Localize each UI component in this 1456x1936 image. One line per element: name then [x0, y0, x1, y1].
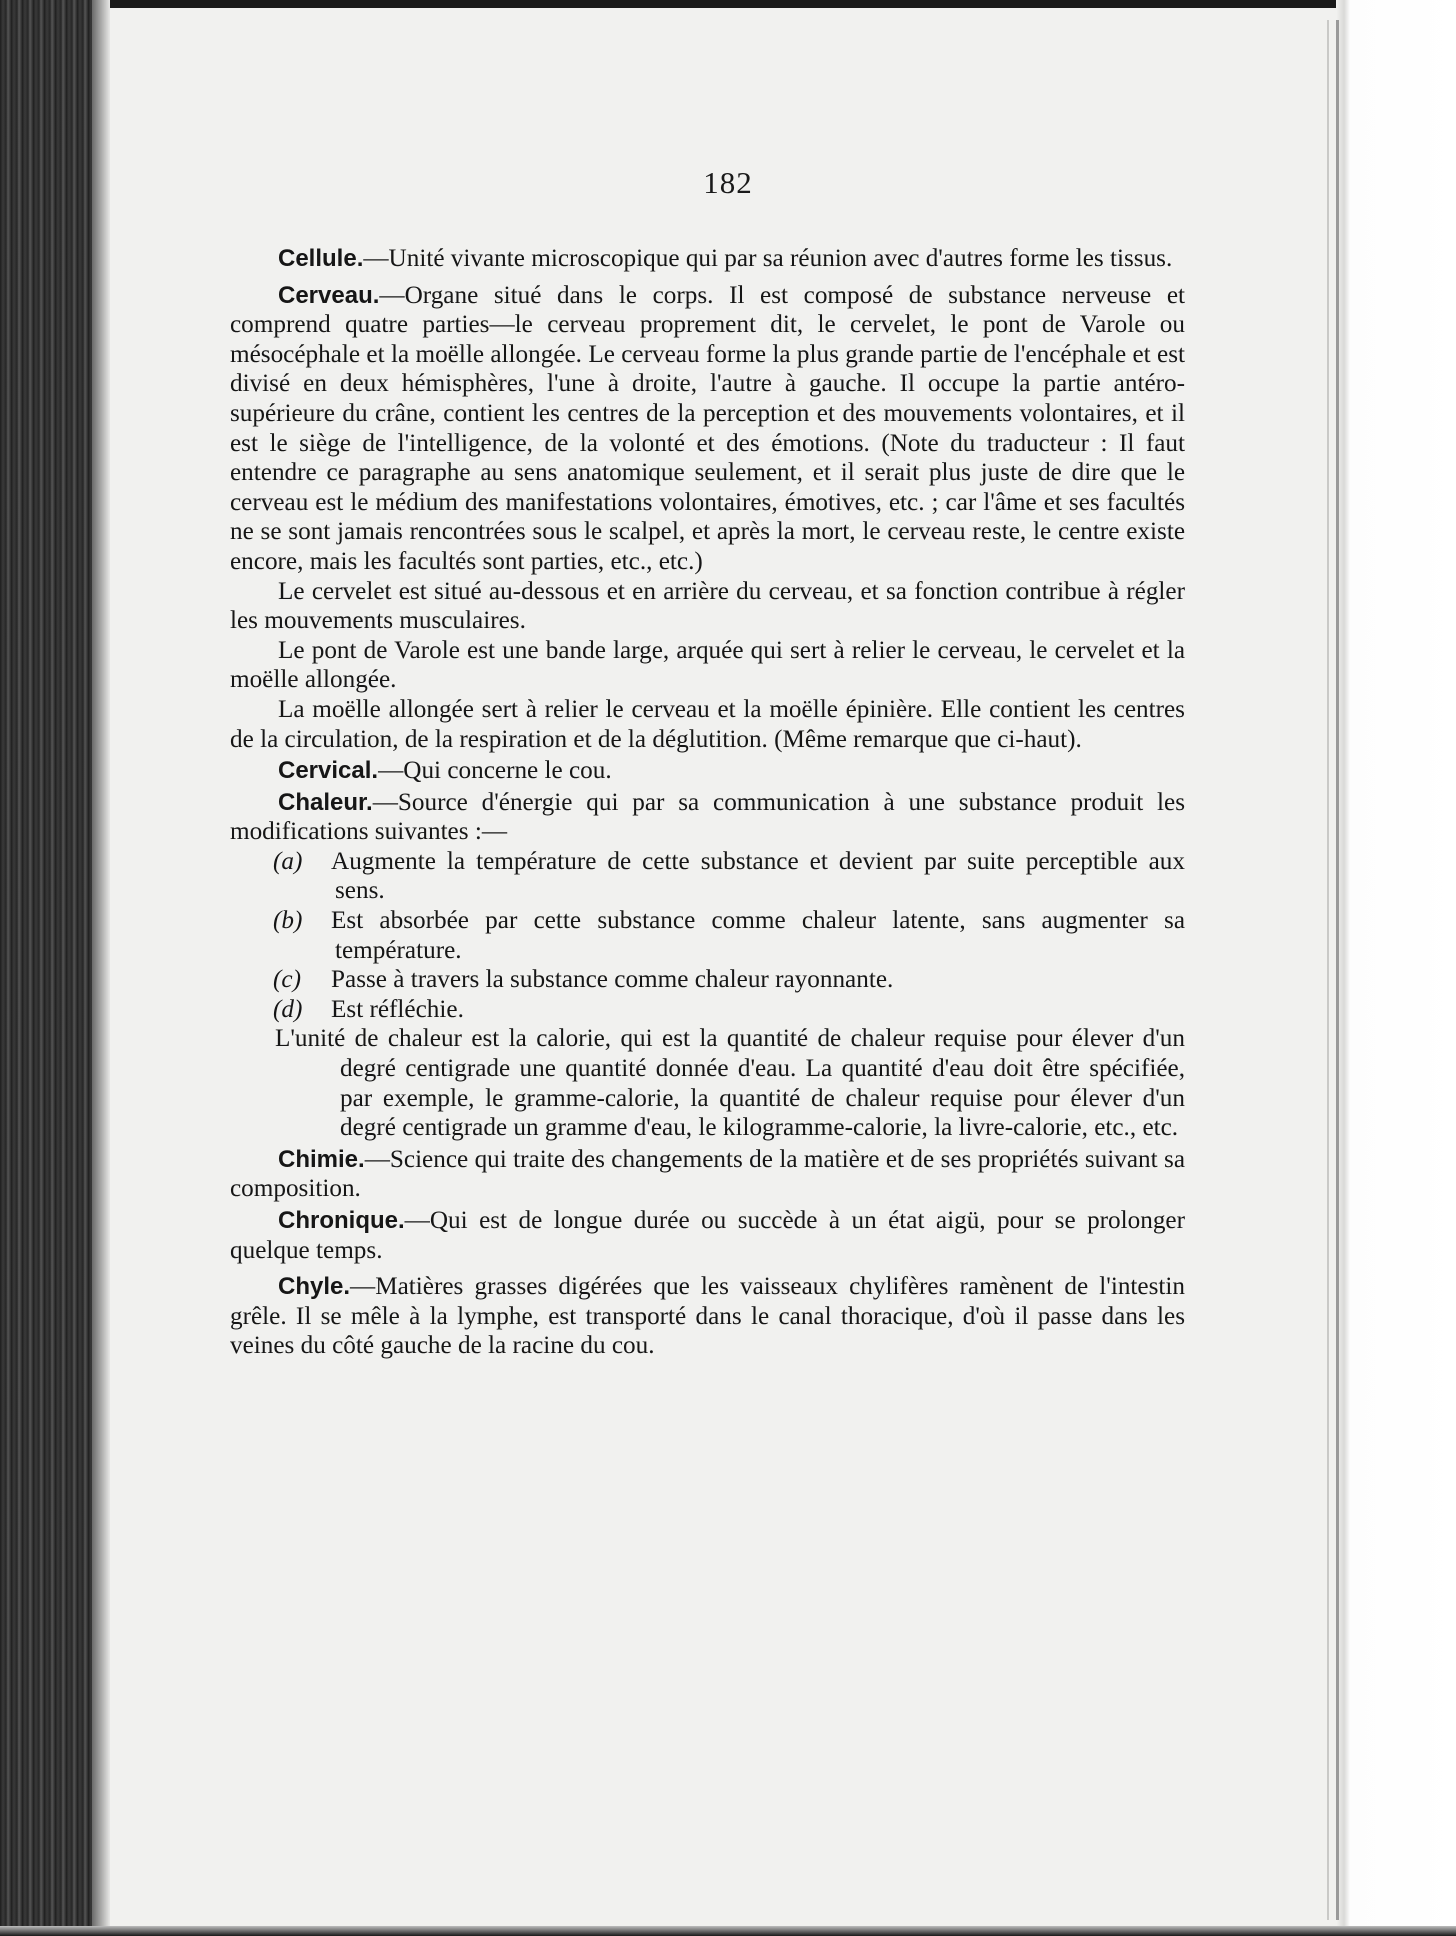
entry-term: Chyle. [278, 1273, 351, 1301]
entry-definition: —Qui concerne le cou. [378, 757, 612, 785]
list-item [230, 995, 1185, 1025]
entry-term: Chimie. [278, 1145, 365, 1173]
entry-chaleur [230, 788, 1185, 1143]
list-item-label: (d) [273, 995, 303, 1023]
entry-term: Cerveau. [278, 281, 380, 309]
glossary-content [230, 244, 1185, 1368]
entry-paragraph: Le cervelet est situé au-dessous et en arrière du cerveau, et sa fonction contribue à régler les mouvements musculaires. [230, 577, 1185, 635]
entry-term: Chronique. [278, 1207, 405, 1234]
entry-term: Chaleur. [278, 788, 373, 816]
entry-definition: —Qui est de longue durée ou succède à un état aigü, pour se prolonger quelque temps. [230, 1207, 1185, 1264]
entry-definition: —Unité vivante microscopique qui par sa réunion avec d'autres forme les tissus. [363, 245, 1173, 272]
entry-paragraph: Le pont de Varole est une bande large, arquée qui sert à relier le cerveau, le cervelet et la moëlle allongée. [230, 636, 1185, 694]
list-item-text: Augmente la température de cette substance et devient par suite perceptible aux sens. [331, 847, 1185, 905]
entry-chimie [230, 1145, 1185, 1204]
list-item-text: Est réfléchie. [331, 995, 464, 1023]
list-item-text: Est absorbée par cette substance comme chaleur latente, sans augmenter sa température. [331, 907, 1185, 964]
list-item [230, 906, 1185, 965]
entry-cellule [230, 244, 1185, 274]
page-top-edge [0, 0, 1456, 8]
entry-paragraph: La moëlle allongée sert à relier le cerveau et la moëlle épinière. Elle contient les centres de la circulation, de la respiration et de la déglutition. (Même remarque que ci-haut). [230, 695, 1185, 753]
list-item [230, 965, 1185, 995]
entry-cerveau [230, 281, 1185, 755]
list-item-label: (a) [273, 847, 303, 875]
list-item-text: Passe à travers la substance comme chaleur rayonnante. [331, 966, 894, 994]
page-bottom-edge [0, 1926, 1456, 1936]
list-item-label: (b) [273, 907, 303, 935]
entry-definition: —Organe situé dans le corps. Il est composé de substance nerveuse et comprend quatre parties—le cerveau proprement dit, le cervelet, le pont de Varole ou mésocéphale et la moëlle allongée. Le cerveau forme la plus grande partie de l'encéphale et est divisé en deux hémisphères, l'une à droite, l'autre à gauche. Il occupe la partie antéro-supérieure du crâne, contient les centres de la perception et des mouvements volontaires, et il est le siège de l'intelligence, de la volonté et des émotions. (Note du traducteur : Il faut entendre ce paragraphe au sens anatomique seulement, et il serait plus juste de dire que le cerveau est le médium des manifestations volontaires, émotives, etc. ; car l'âme et ses facultés ne se sont jamais rencontrées sous le scalpel, et après la mort, le cerveau reste, le centre existe encore, mais les facultés sont parties, etc., etc.) [230, 281, 1185, 575]
entry-definition: —Science qui traite des changements de la matière et de ses propriétés suivant sa composition. [230, 1145, 1185, 1203]
entry-definition: —Matières grasses digérées que les vaisseaux chylifères ramènent de l'intestin grêle. Il se mêle à la lymphe, est transporté dans le canal thoracique, d'où il passe dans les veines du côté gauche de la racine du cou. [230, 1273, 1185, 1360]
page-right-margin [1336, 0, 1456, 1936]
binding-shadow [92, 0, 110, 1936]
page-right-edge [1336, 20, 1339, 1920]
page-number: 182 [703, 165, 753, 200]
entry-chyle [230, 1272, 1185, 1361]
entry-paragraph: L'unité de chaleur est la calorie, qui est la quantité de chaleur requise pour élever d'un degré centigrade une quantité donnée d'eau. La quantité d'eau doit être spécifiée, par exemple, le gramme-calorie, la quantité de chaleur requise pour élever d'un degré centigrade un gramme d'eau, le kilogramme-calorie, la livre-calorie, etc., etc. [275, 1025, 1185, 1142]
page-right-edge-line [1327, 20, 1329, 1920]
list-item-label: (c) [273, 966, 301, 994]
list-item [230, 847, 1185, 906]
entry-cervical [230, 756, 1185, 786]
entry-definition: —Source d'énergie qui par sa communication à une substance produit les modifications suivantes :— [230, 788, 1185, 846]
entry-term: Cervical. [278, 757, 379, 785]
book-binding-edge [0, 0, 92, 1936]
entry-chronique [230, 1206, 1185, 1265]
entry-term: Cellule. [278, 245, 364, 272]
